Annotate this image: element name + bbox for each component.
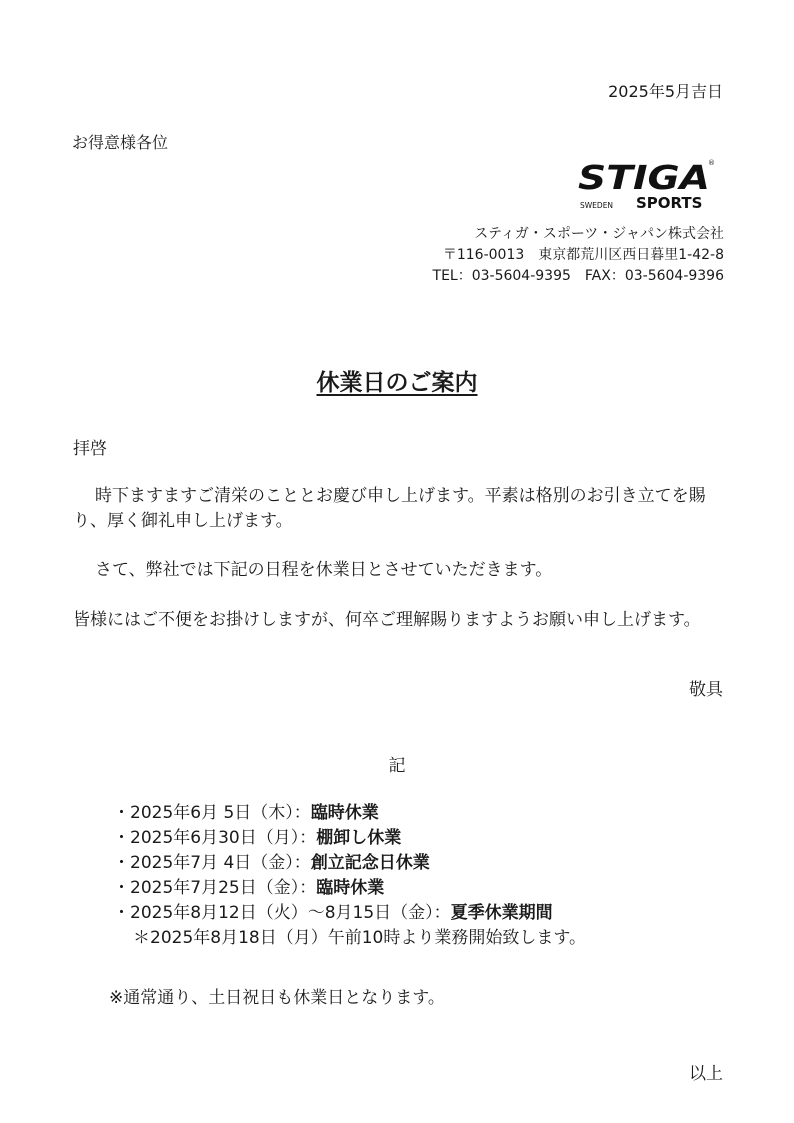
schedule-note: ＊2025年8月18日（月）午前10時より業務開始致します。 [133,928,586,948]
end-mark: 以上 [689,1064,723,1084]
remark: ※通常通り、土日祝日も休業日となります。 [109,988,445,1008]
document-date: 2025年5月吉日 [608,82,723,101]
paragraph-announcement [73,558,723,583]
ki-heading: 記 [388,756,406,776]
schedule-label: 夏季休業期間 [450,903,553,923]
paragraph-greeting-text: 時下ますますご清栄のこととお慶び申し上げます。平素は格別のお引き立てを賜り、厚く御礼申し上げます。 [73,486,706,531]
schedule-item [113,876,586,901]
holiday-schedule [113,801,586,951]
svg-text:SPORTS: SPORTS [636,194,703,212]
paragraph-announcement-text: さて、弊社では下記の日程を休業日とさせていただきます。 [95,560,553,580]
closing-word: 敬具 [689,680,723,700]
schedule-label: 臨時休業 [316,878,385,898]
schedule-label: 臨時休業 [310,803,379,823]
svg-text:®: ® [708,159,715,167]
company-address: 〒116-0013 東京都荒川区西日暮里1-42-8 [442,247,724,263]
company-info [433,224,724,287]
schedule-date: ・2025年7月25日（金）： [113,878,317,898]
svg-text:STIGA: STIGA [578,158,710,197]
schedule-item [113,901,586,926]
schedule-item [113,801,586,826]
company-contact: TEL：03-5604-9395 FAX：03-5604-9396 [432,268,724,284]
salutation: 拝啓 [73,439,107,459]
schedule-label: 棚卸し休業 [316,828,402,848]
document-title [0,364,794,397]
schedule-date: ・2025年6月 5日（木）： [113,803,311,823]
paragraph-greeting [73,484,723,534]
schedule-date: ・2025年7月 4日（金）： [113,853,311,873]
document-title-text: 休業日のご案内 [316,370,478,396]
schedule-item [113,851,586,876]
recipient: お得意様各位 [72,133,169,152]
paragraph-apology: 皆様にはご不便をお掛けしますが、何卒ご理解賜りますようお願い申し上げます。 [73,610,701,630]
schedule-item [113,826,586,851]
schedule-label: 創立記念日休業 [310,853,430,873]
schedule-date: ・2025年6月30日（月）： [113,828,317,848]
svg-text:SWEDEN: SWEDEN [580,201,614,210]
stiga-sports-logo [578,157,718,213]
schedule-date: ・2025年8月12日（火）～8月15日（金）： [113,903,451,923]
company-name: スティガ・スポーツ・ジャパン株式会社 [474,226,724,242]
